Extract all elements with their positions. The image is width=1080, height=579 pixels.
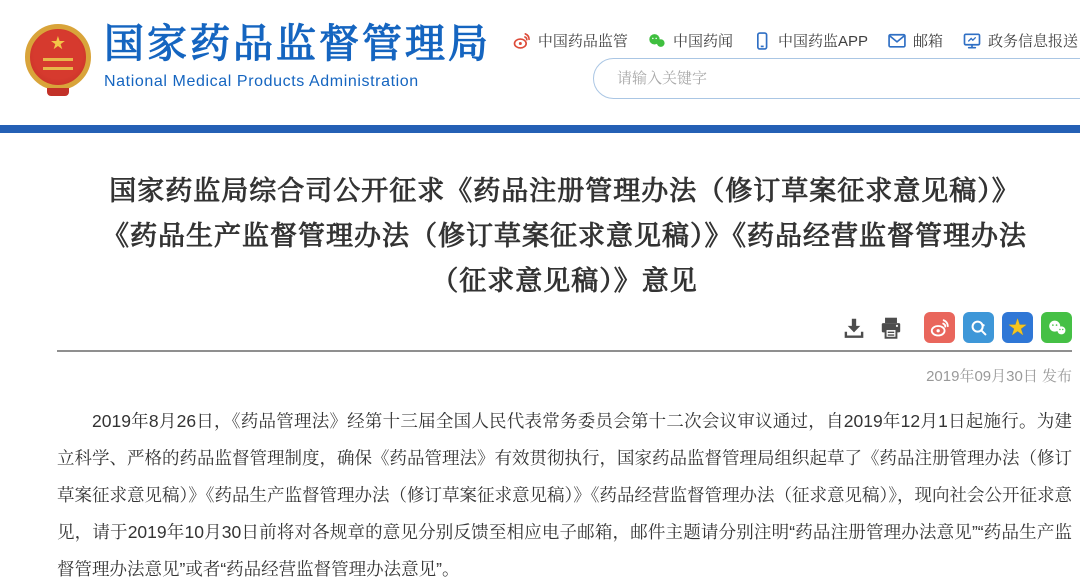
national-emblem-icon: ★ xyxy=(25,24,91,98)
search-input[interactable] xyxy=(617,61,1080,97)
site-logo[interactable] xyxy=(25,20,491,98)
share-weibo-button[interactable] xyxy=(924,312,955,343)
article-toolbar xyxy=(57,312,1072,343)
site-name-cn: 国家药品监督管理局 xyxy=(104,22,491,66)
quick-link-report[interactable] xyxy=(962,30,1078,51)
monitor-icon xyxy=(962,31,982,51)
download-button[interactable] xyxy=(840,314,868,342)
article-body: 2019年8月26日，《药品管理法》经第十三届全国人民代表常务委员会第十二次会议审议通过，自2019年12月1日起施行。为建立科学、严格的药品监督管理制度，确保《药品管理法》有效贯彻执行，国家药品监督管理局组织起草了《药品注册管理办法（修订草案征求意见稿）》《药品生产监督管理办法（修订草案征求意见稿）》《药品经营监督管理办法（征求意见稿）》，现向社会公开征求意见，请于2019年10月30日前将对各规章的意见分别反馈至相应电子邮箱，邮件主题请分别注明“药品注册管理办法意见”“药品生产监督管理办法意见”或者“药品经营监督管理办法意见”。 xyxy=(57,411,1072,579)
quick-link-label: 邮箱 xyxy=(912,33,943,50)
quick-link-label: 中国药监APP xyxy=(777,33,868,50)
quick-link-label: 政务信息报送 xyxy=(987,33,1078,50)
title-line-2: 《药品生产监督管理办法（修订草案征求意见稿）》《药品经营监督管理办法 xyxy=(102,221,1027,251)
site-name-en: National Medical Products Administration xyxy=(104,73,419,90)
quick-link-weibo[interactable] xyxy=(512,30,628,51)
title-line-3: （征求意见稿）》意见 xyxy=(431,266,698,296)
print-icon xyxy=(878,315,904,341)
mail-icon xyxy=(887,31,907,51)
mobile-app-icon xyxy=(752,31,772,51)
title-divider xyxy=(57,350,1072,352)
page-title xyxy=(57,169,1072,304)
search-bar xyxy=(593,58,1080,99)
print-button[interactable] xyxy=(877,314,905,342)
header-quick-links xyxy=(512,30,1078,51)
share-wechat-button[interactable] xyxy=(1041,312,1072,343)
publish-date: 2019年09月30日 发布 xyxy=(926,368,1072,385)
weibo-share-icon xyxy=(929,317,951,339)
site-header xyxy=(0,0,1080,125)
nav-bar xyxy=(0,125,1080,133)
download-icon xyxy=(841,315,867,341)
title-line-1: 国家药监局综合司公开征求《药品注册管理办法（修订草案征求意见稿）》 xyxy=(109,176,1020,206)
site-title-block xyxy=(104,20,491,91)
wechat-icon xyxy=(647,31,667,51)
share-tencent-button[interactable] xyxy=(963,312,994,343)
quick-link-label: 中国药品监管 xyxy=(537,33,628,50)
tencent-share-icon xyxy=(968,317,990,339)
quick-link-wechat[interactable] xyxy=(647,30,733,51)
article xyxy=(0,169,1080,579)
wechat-share-icon xyxy=(1046,317,1068,339)
quick-link-label: 中国药闻 xyxy=(672,33,733,50)
weibo-icon xyxy=(512,31,532,51)
share-group xyxy=(924,312,1072,343)
quick-link-app[interactable] xyxy=(752,30,868,51)
qzone-share-icon: ★ xyxy=(1007,314,1028,340)
share-qzone-button[interactable] xyxy=(1002,312,1033,343)
quick-link-mail[interactable] xyxy=(887,30,943,51)
